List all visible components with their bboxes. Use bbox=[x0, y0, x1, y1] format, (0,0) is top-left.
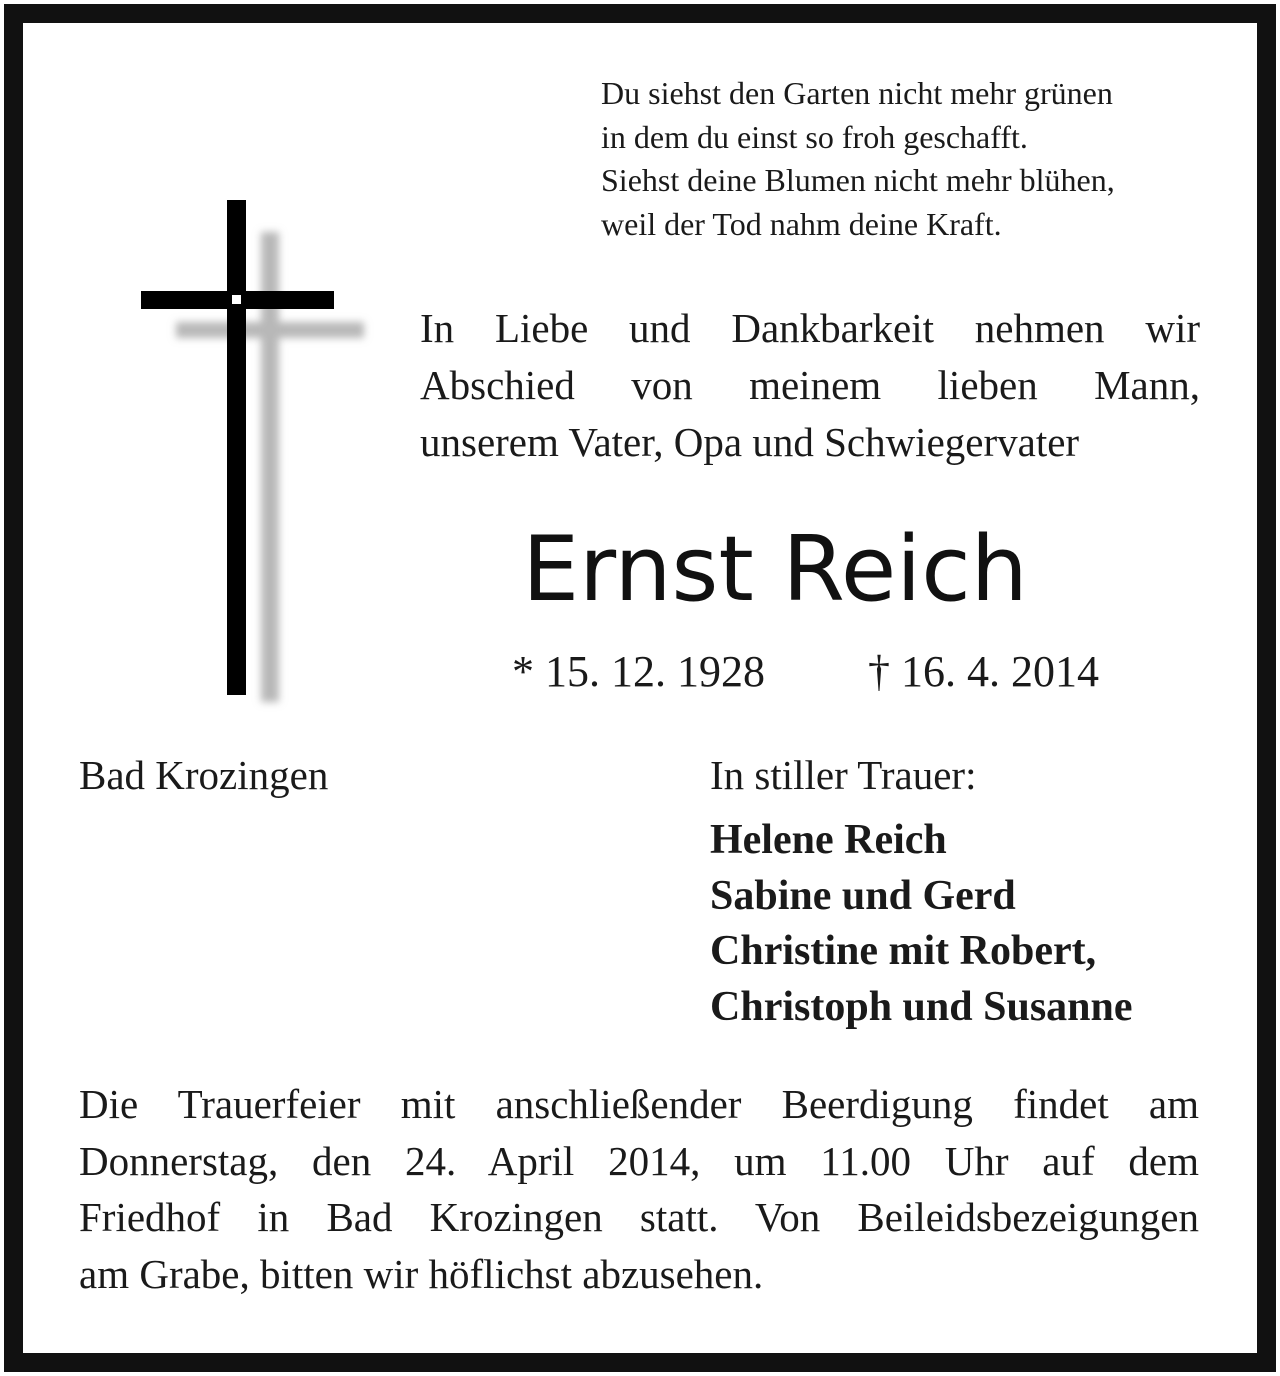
mourning-heading: In stiller Trauer: bbox=[710, 752, 977, 798]
ceremony-line: Friedhof in Bad Krozingen statt. Von Beileidsbezeigungen bbox=[79, 1194, 1199, 1240]
ceremony-line: Donnerstag, den 24. April 2014, um 11.00 Uhr auf dem bbox=[79, 1137, 1199, 1184]
poem-line: Siehst deine Blumen nicht mehr blühen, bbox=[601, 162, 1115, 198]
birth-date: * 15. 12. 1928 bbox=[512, 647, 765, 696]
ceremony-line: am Grabe, bitten wir höflichst abzusehen. bbox=[79, 1250, 764, 1297]
deceased-name: Ernst Reich bbox=[522, 517, 1028, 622]
poem-line: Du siehst den Garten nicht mehr grünen bbox=[601, 75, 1113, 111]
mourner-name: Christine mit Robert, bbox=[710, 928, 1097, 974]
poem-line: weil der Tod nahm deine Kraft. bbox=[601, 205, 1002, 242]
intro-line: unserem Vater, Opa und Schwiegervater bbox=[420, 419, 1080, 465]
mourner-name: Helene Reich bbox=[710, 817, 947, 863]
ceremony-line: Die Trauerfeier mit anschließender Beerdigung findet am bbox=[79, 1081, 1199, 1127]
poem bbox=[601, 72, 1115, 246]
mourner-name: Christoph und Susanne bbox=[710, 983, 1133, 1030]
mourner-list bbox=[710, 813, 1133, 1035]
poem-line: in dem du einst so froh geschafft. bbox=[601, 118, 1028, 155]
intro-line: In Liebe und Dankbarkeit nehmen wir bbox=[420, 305, 1200, 351]
intro-line: Abschied von meinem lieben Mann, bbox=[420, 362, 1200, 408]
place-name: Bad Krozingen bbox=[79, 752, 329, 798]
mourner-name: Sabine und Gerd bbox=[710, 872, 1016, 919]
death-date: † 16. 4. 2014 bbox=[868, 647, 1099, 696]
ceremony-notice bbox=[79, 1076, 1199, 1302]
intro-text bbox=[420, 300, 1200, 471]
